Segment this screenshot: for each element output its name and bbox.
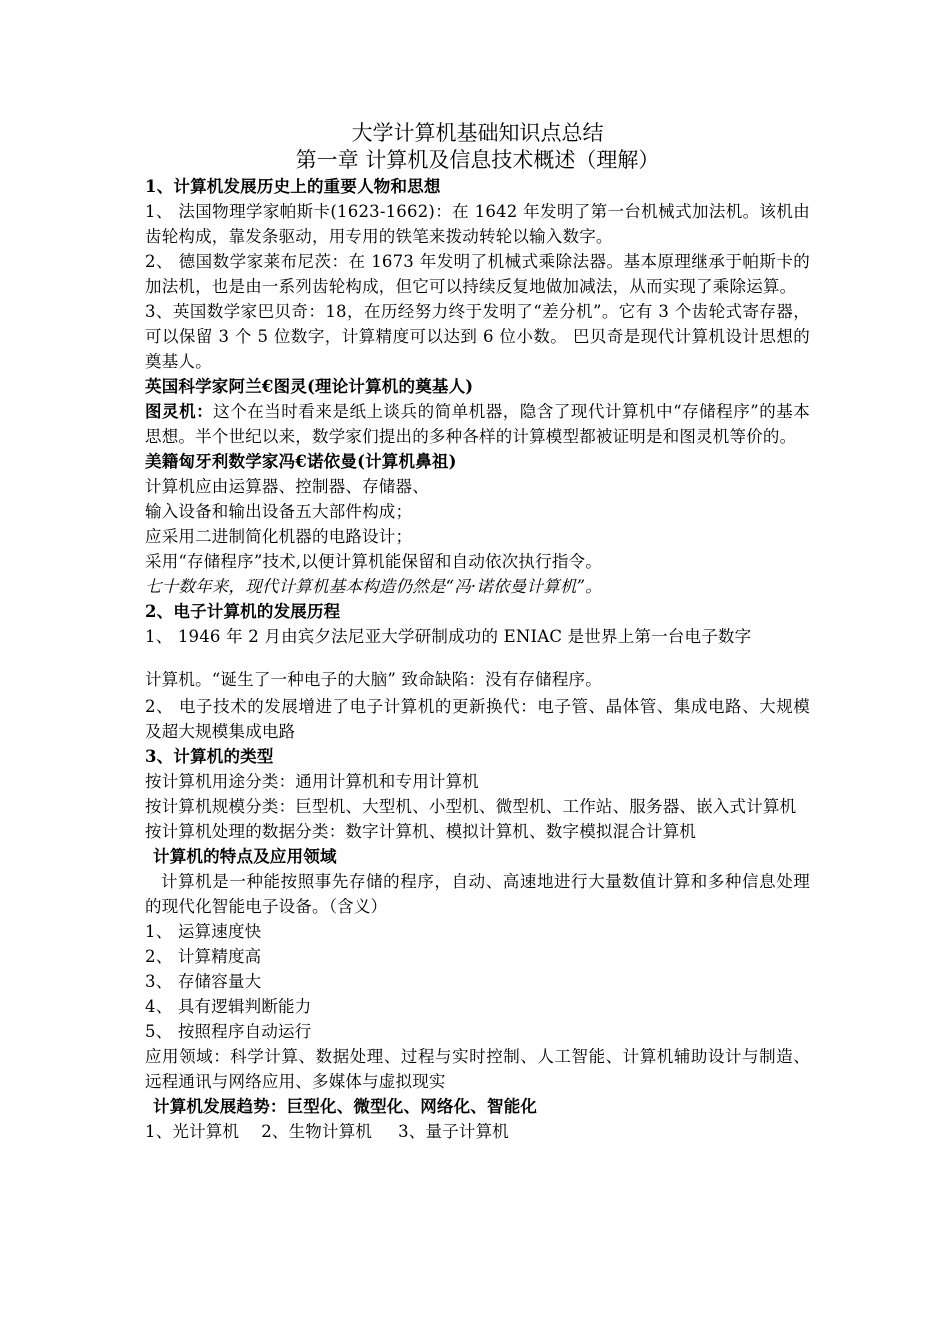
turing-machine-label: 图灵机： — [145, 402, 214, 421]
computer-definition: 计算机是一种能按照事先存储的程序，自动、高速地进行大量数值计算和多种信息处理的现代化智能电子设备。（含义） — [145, 872, 810, 916]
section-heading-history: 2、电子计算机的发展历程 — [145, 602, 341, 621]
feature-item: 2、 计算精度高 — [145, 947, 262, 966]
neumann-line-4: 采用“存储程序”技术,以便计算机能保留和自动依次执行指令。 — [145, 552, 602, 571]
type-by-scale: 按计算机规模分类：巨型机、大型机、小型机、微型机、工作站、服务器、嵌入式计算机 — [145, 797, 797, 816]
turing-heading: 英国科学家阿兰€图灵(理论计算机的奠基人) — [145, 377, 474, 396]
paragraph-pascal: 1、 法国物理学家帕斯卡(1623-1662)：在 1642 年发明了第一台机械式加法机。该机由齿轮构成，靠发条驱动，用专用的铁笔来拨动转轮以输入数字。 — [145, 202, 810, 246]
document-body — [145, 120, 810, 1144]
neumann-italic-note: 七十数年来，现代计算机基本构造仍然是“冯·诺依曼计算机”。 — [145, 577, 602, 596]
section-heading-types: 3、计算机的类型 — [145, 747, 274, 766]
section-heading-features: 计算机的特点及应用领域 — [153, 847, 337, 866]
feature-item: 1、 运算速度快 — [145, 922, 262, 941]
type-by-data: 按计算机处理的数据分类：数字计算机、模拟计算机、数字模拟混合计算机 — [145, 822, 697, 841]
section-heading-people: 1、计算机发展历史上的重要人物和思想 — [145, 177, 441, 196]
future-computers — [145, 1119, 810, 1144]
feature-item: 4、 具有逻辑判断能力 — [145, 997, 312, 1016]
paragraph-eniac-line-2: 计算机。“诞生了一种电子的大脑” 致命缺陷：没有存储程序。 — [145, 670, 602, 689]
future-item: 1、光计算机 — [145, 1122, 240, 1141]
paragraph-babbage: 3、英国数学家巴贝奇：18，在历经努力终于发明了“差分机”。它有 3 个齿轮式寄存器，可以保留 3 个 5 位数字，计算精度可以达到 6 位小数。 巴贝奇是现代计算机设计思想的奠基人。 — [145, 302, 810, 371]
turing-machine-text: 这个在当时看来是纸上谈兵的简单机器，隐含了现代计算机中“存储程序”的基本思想。半个世纪以来，数学家们提出的多种各样的计算模型都被证明是和图灵机等价的。 — [145, 402, 810, 446]
feature-item: 5、 按照程序自动运行 — [145, 1022, 312, 1041]
type-by-use: 按计算机用途分类：通用计算机和专用计算机 — [145, 772, 479, 791]
application-fields: 应用领域：科学计算、数据处理、过程与实时控制、人工智能、计算机辅助设计与制造、远程通讯与网络应用、多媒体与虚拟现实 — [145, 1047, 810, 1091]
future-item: 2、生物计算机 — [261, 1122, 373, 1141]
paragraph-generations: 2、 电子技术的发展增进了电子计算机的更新换代：电子管、晶体管、集成电路、大规模及超大规模集成电路 — [145, 697, 810, 741]
paragraph-leibniz: 2、 德国数学家莱布尼茨：在 1673 年发明了机械式乘除法器。基本原理继承于帕斯卡的加法机，也是由一系列齿轮构成，但它可以持续反复地做加减法，从而实现了乘除运算。 — [145, 252, 810, 296]
neumann-heading: 美籍匈牙利数学家冯€诺依曼(计算机鼻祖) — [145, 452, 457, 471]
chapter-title: 第一章 计算机及信息技术概述（理解） — [295, 148, 660, 172]
neumann-line-2: 输入设备和输出设备五大部件构成； — [145, 502, 413, 521]
future-item: 3、量子计算机 — [398, 1122, 510, 1141]
neumann-line-1: 计算机应由运算器、控制器、存储器、 — [145, 477, 429, 496]
paragraph-eniac-line-1: 1、 1946 年 2 月由宾夕法尼亚大学研制成功的 ENIAC 是世界上第一台电子数字 — [145, 627, 752, 646]
feature-item: 3、 存储容量大 — [145, 972, 262, 991]
paragraph-turing-machine — [145, 399, 810, 449]
trend-heading: 计算机发展趋势：巨型化、微型化、网络化、智能化 — [153, 1097, 538, 1116]
document-title: 大学计算机基础知识点总结 — [351, 121, 604, 145]
neumann-line-3: 应采用二进制简化机器的电路设计； — [145, 527, 413, 546]
